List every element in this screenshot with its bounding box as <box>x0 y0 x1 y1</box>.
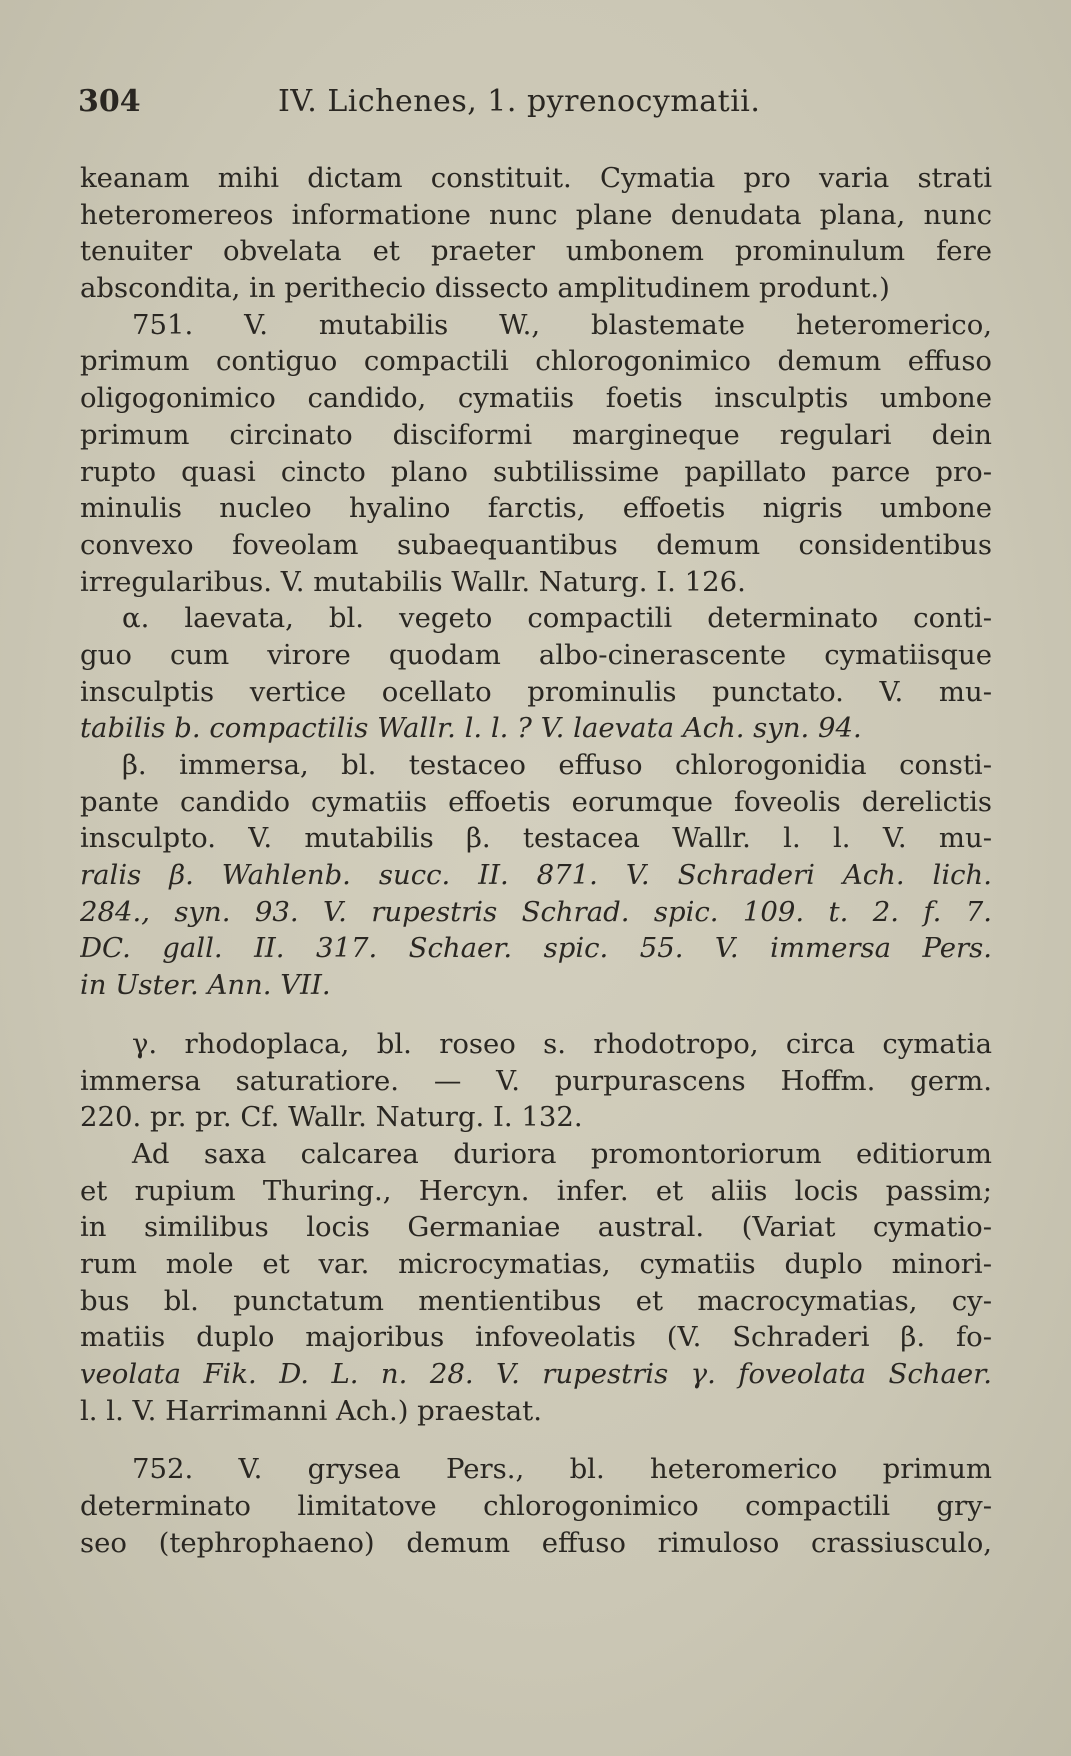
variety-heading-line: α. laevata, bl. vegeto compactili determinato conti- <box>122 602 992 635</box>
text-line: pante candido cymatiis effoetis eorumque foveolis derelictis <box>80 785 992 818</box>
text-line: seo (tephrophaeno) demum effuso rimuloso crassiusculo, <box>80 1526 992 1559</box>
text-line: determinato limitatove chlorogonimico compactili gry- <box>80 1490 992 1523</box>
paragraph-species-752 <box>80 1451 992 1561</box>
variety-heading-line: β. immersa, bl. testaceo effuso chlorogonidia consti- <box>122 749 992 781</box>
text-line: ralis β. Wahlenb. succ. II. 871. V. Schraderi Ach. lich. <box>80 859 992 892</box>
text-line: guo cum virore quodam albo-cinerascente cymatiisque <box>80 638 992 671</box>
text-line: insculpto. V. mutabilis β. testacea Wallr. l. l. V. mu- <box>80 822 992 855</box>
text-line: 284., syn. 93. V. rupestris Schrad. spic. 109. t. 2. f. 7. <box>80 895 992 928</box>
paragraph-variety-gamma <box>80 1026 992 1136</box>
page-number: 304 <box>78 84 141 119</box>
species-heading-line: 752. V. grysea Pers., bl. heteromerico primum <box>132 1453 992 1486</box>
text-line: l. l. V. Harrimanni Ach.) praestat. <box>80 1394 542 1427</box>
text-line: Ad saxa calcarea duriora promontoriorum editiorum <box>132 1137 992 1170</box>
text-line: heteromereos informatione nunc plane denudata plana, nunc <box>80 198 992 231</box>
text-line: in similibus locis Germaniae austral. (Variat cymatio- <box>80 1211 992 1244</box>
text-line: irregularibus. V. mutabilis Wallr. Naturg. I. 126. <box>80 565 746 598</box>
text-line: immersa saturatiore. — V. purpurascens Hoffm. germ. <box>80 1064 992 1097</box>
paragraph-species-751 <box>80 307 992 601</box>
text-line: keanam mihi dictam constituit. Cymatia pro varia strati <box>80 162 992 194</box>
text-line: primum contiguo compactili chlorogonimico demum effuso <box>80 345 992 378</box>
paragraph-variety-alpha <box>80 600 992 747</box>
page-header <box>78 84 998 124</box>
text-line: bus bl. punctatum mentientibus et macrocymatias, cy- <box>80 1284 992 1317</box>
paragraph-intro <box>80 160 992 307</box>
text-line: minulis nucleo hyalino farctis, effoetis nigris umbone <box>80 492 992 525</box>
text-line: insculptis vertice ocellato prominulis punctato. V. mu- <box>80 675 992 708</box>
paragraph-habitat <box>80 1136 992 1430</box>
text-line: oligogonimico candido, cymatiis foetis insculptis umbone <box>80 382 992 415</box>
text-line: tabilis b. compactilis Wallr. l. l. ? V. laevata Ach. syn. 94. <box>80 712 862 745</box>
text-line: et rupium Thuring., Hercyn. infer. et aliis locis passim; <box>80 1174 992 1207</box>
text-line: 220. pr. pr. Cf. Wallr. Naturg. I. 132. <box>80 1101 583 1134</box>
text-line: rupto quasi cincto plano subtilissime papillato parce pro- <box>80 455 992 488</box>
text-line: veolata Fik. D. L. n. 28. V. rupestris γ. foveolata Schaer. <box>80 1358 992 1390</box>
text-line: abscondita, in perithecio dissecto amplitudinem produnt.) <box>80 272 890 305</box>
text-line: convexo foveolam subaequantibus demum considentibus <box>80 528 992 561</box>
body-text <box>80 160 992 1561</box>
running-title: IV. Lichenes, 1. pyrenocymatii. <box>278 84 761 119</box>
text-line: in Uster. Ann. VII. <box>80 969 331 1002</box>
paragraph-variety-beta <box>80 747 992 1004</box>
text-line: tenuiter obvelata et praeter umbonem prominulum fere <box>80 235 992 268</box>
variety-heading-line: γ. rhodoplaca, bl. roseo s. rhodotropo, circa cymatia <box>132 1027 992 1060</box>
species-heading-line: 751. V. mutabilis W., blastemate heteromerico, <box>132 308 992 341</box>
text-line: matiis duplo majoribus infoveolatis (V. Schraderi β. fo- <box>80 1321 992 1354</box>
text-line: rum mole et var. microcymatias, cymatiis duplo minori- <box>80 1247 992 1280</box>
text-line: DC. gall. II. 317. Schaer. spic. 55. V. immersa Pers. <box>80 932 992 965</box>
text-line: primum circinato disciformi margineque regulari dein <box>80 418 992 451</box>
